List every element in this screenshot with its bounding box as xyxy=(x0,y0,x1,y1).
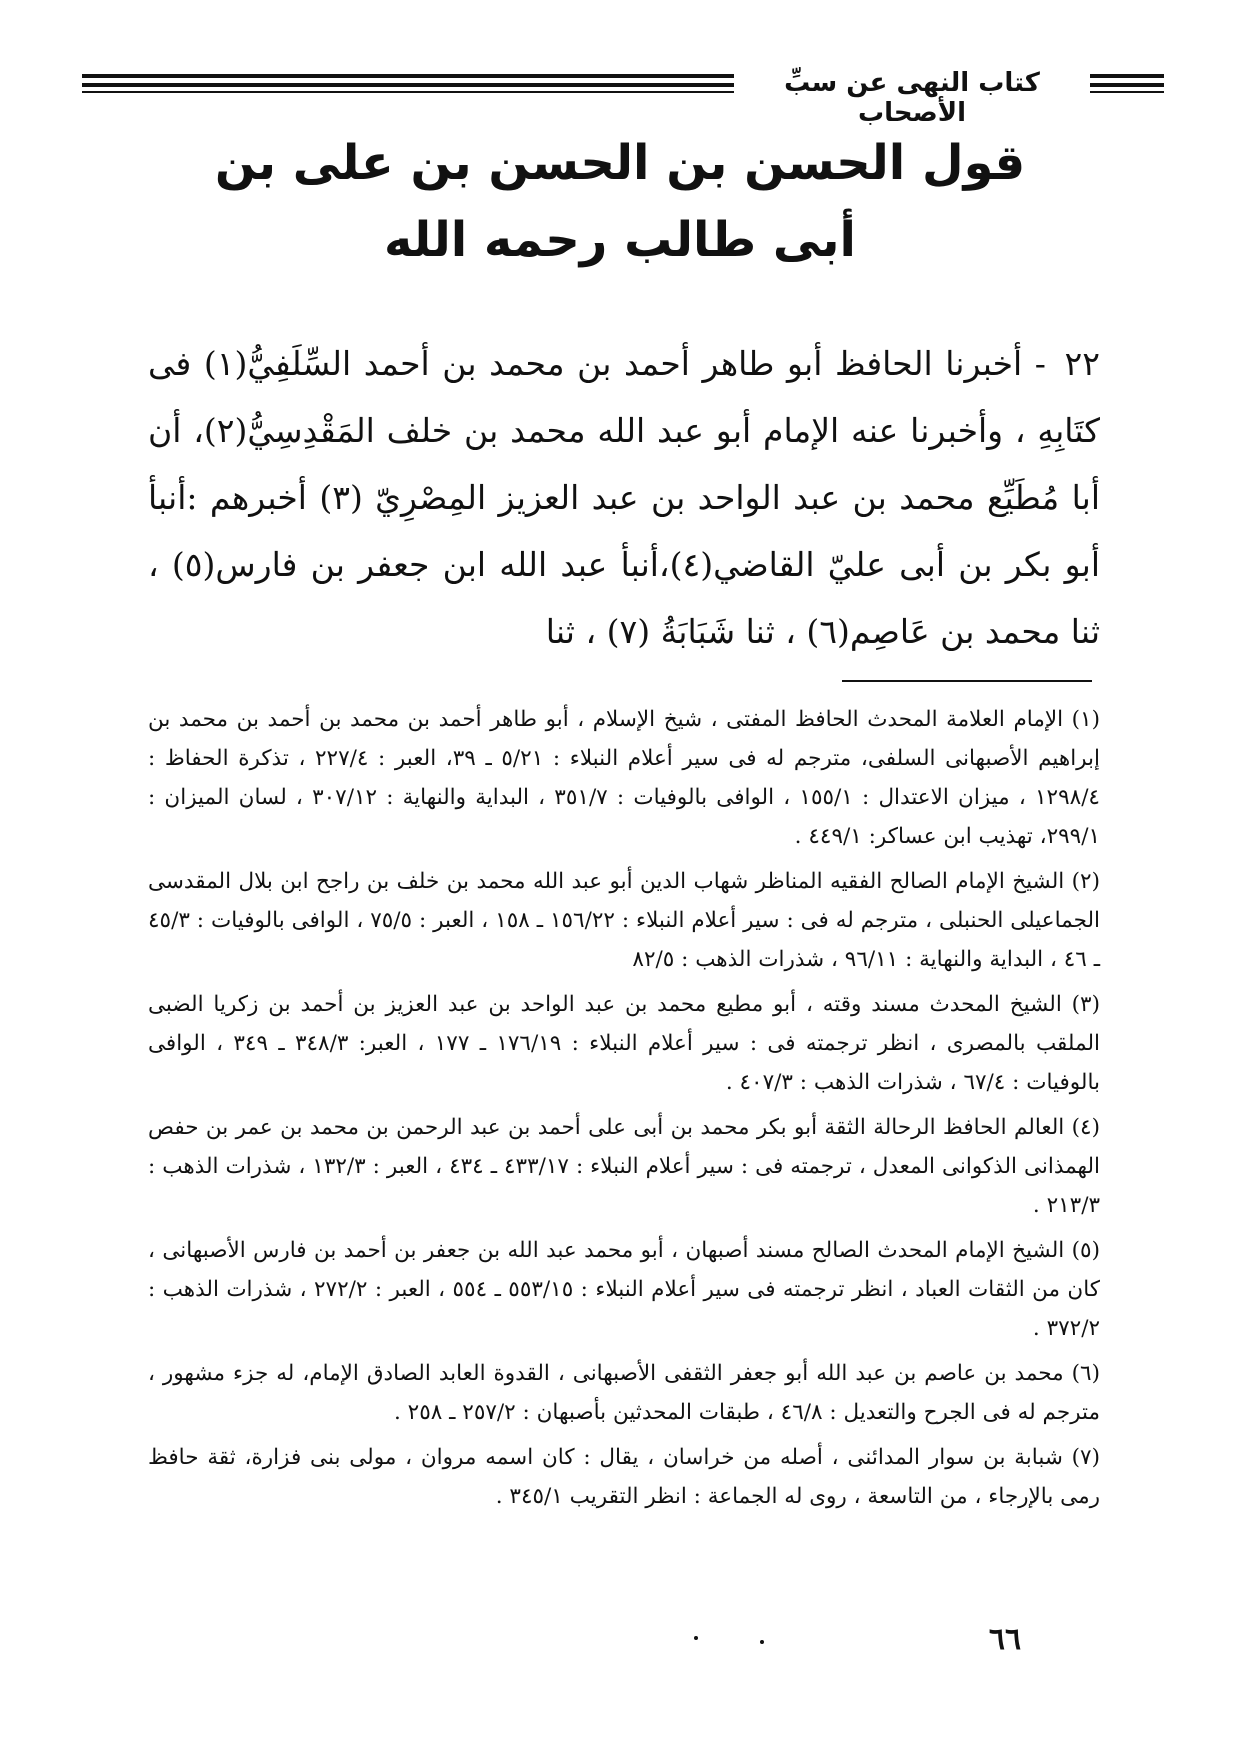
scan-speck xyxy=(760,1640,764,1644)
footnote-1: (١) الإمام العلامة المحدث الحافظ المفتى ، شيخ الإسلام ، أبو طاهر أحمد بن محمد بن أحمد بن محمد بن إبراهيم الأصبهانى السلفى، مترجم له فى سير أعلام النبلاء : ٥/٢١ ـ ٣٩، العبر : ٢٢٧/٤ ، تذكرة الحفاظ : ١٢٩٨/٤ ، ميزان الاعتدال : ١٥٥/١ ، الوافى بالوفيات : ٣٥١/٧ ، البداية والنهاية : ٣٠٧/١٢ ، لسان الميزان : ٢٩٩/١، تهذيب ابن عساكر: ٤٤٩/١ . xyxy=(148,707,1100,849)
paragraph-number: ٢٢ xyxy=(1064,344,1100,383)
footnote-5: (٥) الشيخ الإمام المحدث الصالح مسند أصبهان ، أبو محمد عبد الله بن جعفر بن أحمد بن فارس الأصبهانى ، كان من الثقات العباد ، انظر ترجمته فى سير أعلام النبلاء : ٥٥٣/١٥ ـ ٥٥٤ ، العبر : ٢٧٢/٢ ، شذرات الذهب : ٣٧٢/٢ . xyxy=(148,1238,1100,1341)
scan-speck xyxy=(694,1636,698,1640)
page-number: ٦٦ xyxy=(988,1622,1022,1657)
chapter-title-line-1: قول الحسن بن الحسن بن على بن xyxy=(214,135,1026,191)
footnote-3: (٣) الشيخ المحدث مسند وقته ، أبو مطيع محمد بن عبد الواحد بن عبد العزيز بن أحمد بن زكريا الضبى الملقب بالمصرى ، انظر ترجمته فى : سير أعلام النبلاء : ١٧٦/١٩ ـ ١٧٧ ، العبر: ٣٤٨/٣ ـ ٣٤٩ ، الوافى بالوفيات : ٦٧/٤ ، شذرات الذهب : ٤٠٧/٣ . xyxy=(148,992,1100,1095)
footnote-6: (٦) محمد بن عاصم بن عبد الله أبو جعفر الثقفى الأصبهانى ، القدوة العابد الصادق الإمام، له جزء مشهور ، مترجم له فى الجرح والتعديل : ٤٦/٨ ، طبقات المحدثين بأصبهان : ٢٥٧/٢ ـ ٢٥٨ . xyxy=(148,1361,1100,1425)
footnote-4: (٤) العالم الحافظ الرحالة الثقة أبو بكر محمد بن أبى على أحمد بن عبد الرحمن بن محمد بن عمر بن حفص الهمذانى الذكوانى المعدل ، ترجمته فى : سير أعلام النبلاء : ٤٣٣/١٧ ـ ٤٣٤ ، العبر : ١٣٢/٣ ، شذرات الذهب : ٢١٣/٣ . xyxy=(148,1115,1100,1218)
main-paragraph xyxy=(148,330,1100,665)
footnote-7: (٧) شبابة بن سوار المدائنى ، أصله من خراسان ، يقال : كان اسمه مروان ، مولى بنى فزارة، ثقة حافظ رمى بالإرجاء ، من التاسعة ، روى له الجماعة : انظر التقريب ٣٤٥/١ . xyxy=(148,1445,1100,1509)
footnotes xyxy=(148,700,1100,1522)
footnote-2: (٢) الشيخ الإمام الصالح الفقيه المناظر شهاب الدين أبو عبد الله محمد بن خلف بن راجح ابن بلال المقدسى الجماعيلى الحنبلى ، مترجم له فى : سير أعلام النبلاء : ١٥٦/٢٢ ـ ١٥٨ ، العبر : ٧٥/٥ ، الوافى بالوفيات : ٤٥/٣ ـ ٤٦ ، البداية والنهاية : ٩٦/١١ ، شذرات الذهب : ٨٢/٥ xyxy=(148,869,1101,972)
running-title: كتاب النهى عن سبِّ الأصحاب xyxy=(734,68,1090,128)
chapter-title-line-2: أبى طالب رحمه الله xyxy=(384,212,856,268)
footnote-separator xyxy=(842,680,1092,682)
paragraph-text: - أخبرنا الحافظ أبو طاهر أحمد بن محمد بن أحمد السِّلَفِيُّ(١) فى كتَابِهِ ، وأخبرنا عنه الإمام أبو عبد الله محمد بن خلف المَقْدِسِيُّ(٢)، أن أبا مُطَيِّع محمد بن عبد الواحد بن عبد العزيز المِصْرِيّ (٣) أخبرهم :أنبأ أبو بكر بن أبى عليّ القاضي(٤)،أنبأ عبد الله ابن جعفر بن فارس(٥) ، ثنا محمد بن عَاصِم(٦) ، ثنا شَبَابَةُ (٧) ، ثنا xyxy=(148,344,1101,651)
